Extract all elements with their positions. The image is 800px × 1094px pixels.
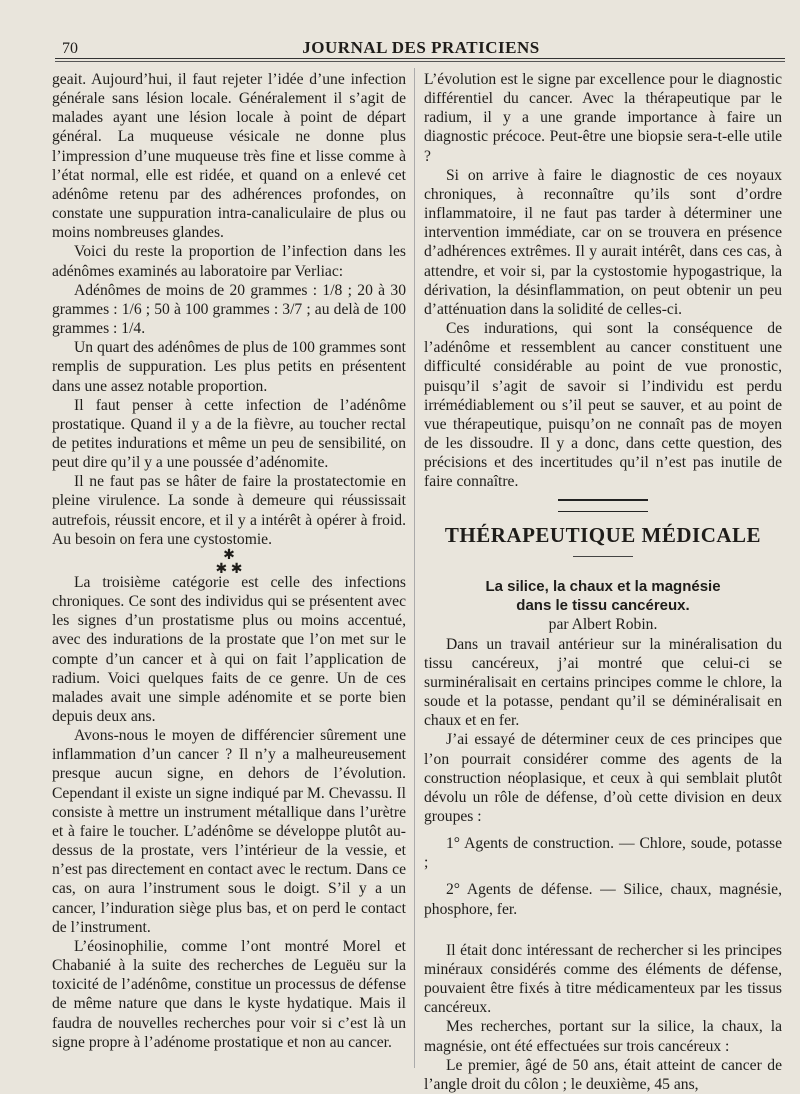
section-title: THÉRAPEUTIQUE MÉDICALE (444, 523, 762, 548)
paragraph: Le premier, âgé de 50 ans, était atteint de cancer de l’angle droit du côlon ; le deuxième, 45 ans, (424, 1056, 782, 1093)
paragraph: geait. Aujourd’hui, il faut rejeter l’idée d’une infection générale sans lésion locale. Généralement il s’agit de malades ayant une lésion locale à point de départ général. La muqueuse vésicale ne donne plus l’impression d’une muqueuse très fine et lisse comme à l’état normal, elle est ridée, et quand on a enlevé cet adénôme retenu par des adhérences profondes, on constate une suppuration intra-canaliculaire de plus ou moins nombreuses glandes. (52, 71, 406, 242)
paragraph: L’évolution est le signe par excellence pour le diagnostic différentiel du cancer. Avec la thérapeutique par le radium, il y a une grande importance à faire un diagnostic précoce. Peut-être une biopsie sera-t-elle utile ? (424, 71, 782, 165)
page-number: 70 (62, 40, 78, 57)
paragraph: Dans un travail antérieur sur la minéralisation du tissu cancéreux, j’ai montré que celui-ci se surminéralisait en certains principes comme le chlore, la soude et la potasse, pendant qu’il se déminéralisait en chaux et en fer. (424, 635, 782, 730)
article-title-line-1: La silice, la chaux et la magnésie (485, 578, 721, 596)
paragraph: Si on arrive à faire le diagnostic de ces noyaux chroniques, à reconnaître qu’ils sont d’ordre inflammatoire, il ne faut pas tarder à déterminer une intervention immédiate, car on se trouvera en présence d’adhérences extrêmes. Il y aurait intérêt, dans ces cas, à attendre, et voir si, par la cystostomie hypogastrique, la dérivation, la désinflammation, on peut obtenir un peu d’atténuation dans la solidité de celles-ci. (424, 166, 782, 318)
paragraph: Un quart des adénômes de plus de 100 grammes sont remplis de suppuration. Les plus petits en présentent dans une assez notable proportion. (52, 339, 406, 395)
right-column (424, 70, 782, 1094)
left-column (52, 70, 406, 1052)
list-item: 2° Agents de défense. — Silice, chaux, magnésie, phosphore, fer. (424, 881, 782, 918)
list-item: 1° Agents de construction. — Chlore, soude, potasse ; (424, 835, 782, 872)
header-rule-thin (55, 61, 785, 62)
journal-title: JOURNAL DES PRATICIENS (302, 38, 540, 57)
paragraph: J’ai essayé de déterminer ceux de ces principes que l’on pourrait considérer comme des agents de la construction néoplasique, et ceux à qui semblait plutôt dévolu un rôle de défense, d’où cette division en deux groupes : (424, 731, 782, 825)
paragraph: Il était donc intéressant de rechercher si les principes minéraux considérés comme des éléments de défense, pouvaient être fixés à titre médicamenteux par les tissus cancéreux. (424, 941, 782, 1017)
column-divider (414, 68, 415, 1068)
title-underline (573, 556, 633, 557)
paragraph: La troisième catégorie est celle des infections chroniques. Ce sont des individus qui se présentent avec les signes d’un prostatisme plus ou moins accentué, avec des indurations de la prostate que l’on met sur le compte d’un cancer et à qui on fait l’application de radium. Voici quelques faits de ce genre. Un de ces malades avait une simple adénomite et se porte bien depuis deux ans. (52, 573, 406, 725)
paragraph: Voici du reste la proportion de l’infection dans les adénômes examinés au laboratoire par Verliac: (52, 243, 406, 280)
section-rule (558, 499, 648, 501)
section-stars: ✱ ✱ ✱ (215, 547, 243, 577)
paragraph: L’éosinophilie, comme l’ont montré Morel et Chabanié à la suite des recherches de Leguëu sur la toxicité de l’adénôme, constitue un processus de défense de même nature que dans le kyste hydatique. Mais il faudra de nouvelles recherches pour voir si c’est là un signe propre à l’adénome prostatique et non au cancer. (52, 937, 406, 1051)
header-rule (55, 58, 785, 59)
paragraph: Mes recherches, portant sur la silice, la chaux, la magnésie, ont été effectuées sur trois cancéreux : (424, 1018, 782, 1055)
paragraph: Adénômes de moins de 20 grammes : 1/8 ; 20 à 30 grammes : 1/6 ; 50 à 100 grammes : 3/7 ; au delà de 100 grammes : 1/4. (52, 281, 406, 338)
article-author: par Albert Robin. (548, 616, 658, 634)
page-header (62, 34, 780, 58)
paragraph: Avons-nous le moyen de différencier sûrement une inflammation d’un cancer ? Il n’y a malheureusement presque aucun signe, en dehors de l’évolution. Cependant il existe un signe indiqué par M. Chevassu. Il consiste à mettre un instrument métallique dans l’urètre et à faire le toucher. L’adénôme se développe plutôt au-dessus de la prostate, vers l’intérieur de la vessie, et n’est pas directement en contact avec le rectum. Dans ce cas, on aura l’instrument sous le doigt. S’il y a un cancer, l’induration siège plus bas, et on perd le contact de l’instrument. (52, 727, 406, 936)
paragraph: Ces indurations, qui sont la conséquence de l’adénôme et ressemblent au cancer constituent une difficulté considérable au point de vue pronostic, puisqu’il s’agit de savoir si l’individu est perdu irrémédiablement ou s’il peut se sauver, et au point de vue thérapeutique, puisqu’on ne connaît pas de moyen de les dissoudre. Il y a donc, dans cette question, des précisions et des incertitudes qu’il n’est pas inutile de faire connaître. (424, 320, 782, 491)
paragraph: Il faut penser à cette infection de l’adénôme prostatique. Quand il y a de la fièvre, au toucher rectal de petites indurations et même un peu de sensibilité, on peut dire qu’il y a une poussée d’adénomite. (52, 396, 406, 472)
article-title-line-2: dans le tissu cancéreux. (516, 597, 690, 615)
paragraph: Il ne faut pas se hâter de faire la prostatectomie en pleine virulence. La sonde à demeure qui réussissait autrefois, réussit encore, et il y a intérêt à opérer à froid. Au besoin on fera une cystostomie. (52, 473, 406, 548)
